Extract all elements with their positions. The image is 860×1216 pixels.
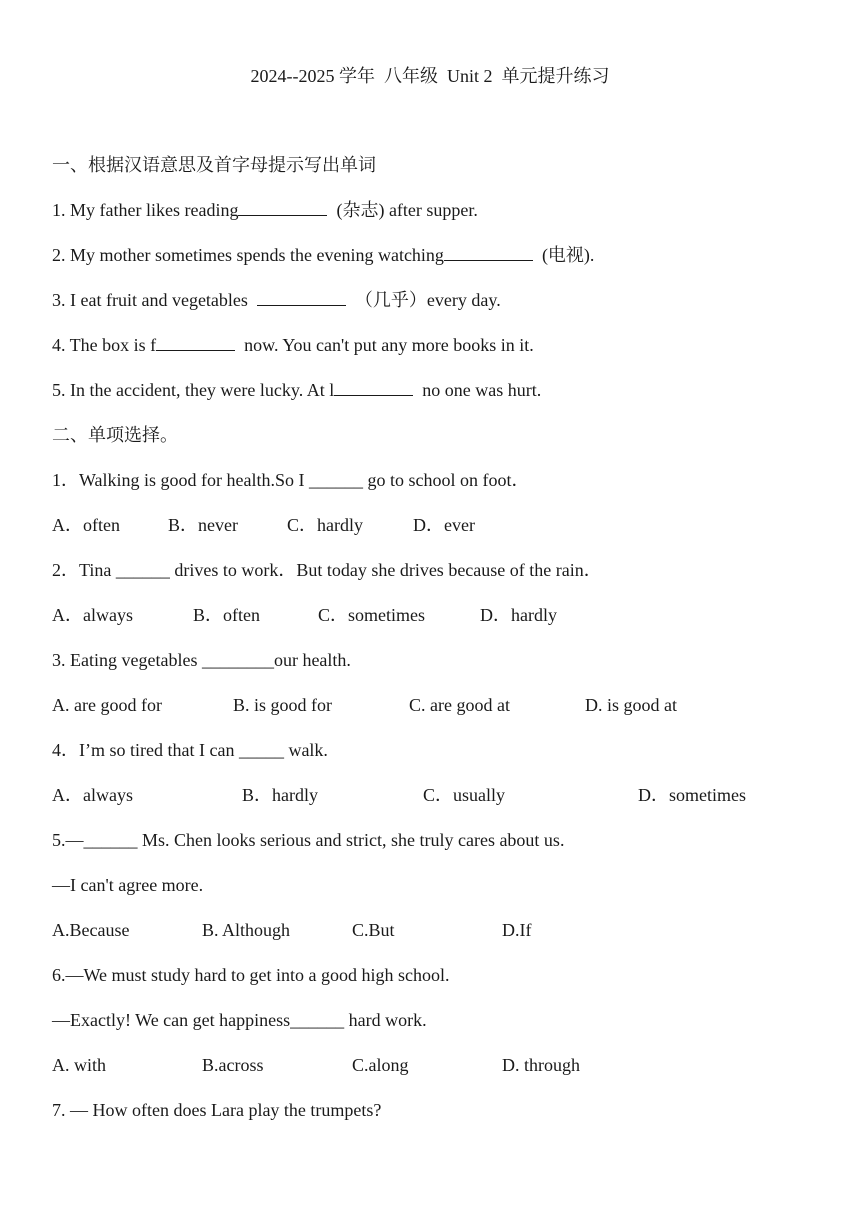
fill-item-5 [52, 378, 541, 402]
question-6-option-c[interactable]: C.along [352, 1055, 409, 1075]
question-6-option-a[interactable]: A. with [52, 1055, 106, 1075]
question-4-option-c[interactable]: C．usually [423, 785, 506, 805]
question-6-reply: —Exactly! We can get happiness______ hard work. [52, 1010, 427, 1030]
question-4-stem: 4．I’m so tired that I can _____ walk. [52, 740, 328, 760]
question-6-option-b[interactable]: B.across [202, 1055, 264, 1075]
fill-item-2 [52, 243, 594, 267]
fill-item-2-hint: (电视). [532, 245, 595, 265]
fill-item-3-text: 3. I eat fruit and vegetables [52, 290, 257, 310]
fill-item-4 [52, 333, 534, 357]
question-3-option-a[interactable]: A. are good for [52, 695, 162, 715]
fill-item-4-text: 4. The box is f [52, 335, 157, 355]
fill-item-3 [52, 288, 501, 312]
question-3-stem: 3. Eating vegetables ________our health. [52, 650, 351, 670]
fill-item-5-text: 5. In the accident, they were lucky. At l [52, 380, 335, 400]
answer-blank-2[interactable] [444, 243, 533, 261]
question-5-option-b[interactable]: B. Although [202, 920, 291, 940]
fill-item-1-hint: (杂志) after supper. [327, 200, 478, 220]
worksheet-title: 2024--2025 学年 八年级 Unit 2 单元提升练习 [250, 66, 610, 86]
question-3-option-b[interactable]: B. is good for [233, 695, 332, 715]
question-2-option-c[interactable]: C．sometimes [318, 605, 425, 625]
question-2-stem: 2．Tina ______ drives to work．But today she drives because of the rain． [52, 560, 602, 580]
question-4-option-a[interactable]: A．always [52, 785, 133, 805]
answer-blank-3[interactable] [257, 288, 346, 306]
section-1-heading: 一、根据汉语意思及首字母提示写出单词 [52, 155, 376, 175]
question-2-option-a[interactable]: A．always [52, 605, 133, 625]
question-4-option-d[interactable]: D．sometimes [638, 785, 746, 805]
answer-blank-5[interactable] [334, 378, 413, 396]
question-3-option-d[interactable]: D. is good at [585, 695, 677, 715]
question-1-option-c[interactable]: C．hardly [287, 515, 363, 535]
question-1-stem: 1．Walking is good for health.So I ______ go to school on foot． [52, 470, 530, 490]
question-7-stem: 7. — How often does Lara play the trumpets? [52, 1100, 382, 1120]
question-5-stem: 5.—______ Ms. Chen looks serious and strict, she truly cares about us. [52, 830, 565, 850]
fill-item-3-hint: （几乎）every day. [345, 290, 501, 310]
fill-item-1 [52, 198, 478, 222]
fill-item-4-hint: now. You can't put any more books in it. [235, 335, 534, 355]
question-5-reply: —I can't agree more. [52, 875, 204, 895]
question-6-option-d[interactable]: D. through [502, 1055, 580, 1075]
question-5-option-d[interactable]: D.If [502, 920, 532, 940]
question-2-option-b[interactable]: B．often [193, 605, 260, 625]
question-5-option-a[interactable]: A.Because [52, 920, 130, 940]
question-6-stem: 6.—We must study hard to get into a good high school. [52, 965, 450, 985]
question-1-option-a[interactable]: A．often [52, 515, 120, 535]
question-2-option-d[interactable]: D．hardly [480, 605, 557, 625]
fill-item-2-text: 2. My mother sometimes spends the evening watching [52, 245, 444, 265]
question-1-option-d[interactable]: D．ever [413, 515, 475, 535]
question-3-option-c[interactable]: C. are good at [409, 695, 510, 715]
fill-item-1-text: 1. My father likes reading [52, 200, 239, 220]
question-5-option-c[interactable]: C.But [352, 920, 395, 940]
fill-item-5-hint: no one was hurt. [413, 380, 542, 400]
answer-blank-1[interactable] [238, 198, 327, 216]
answer-blank-4[interactable] [156, 333, 235, 351]
question-1-option-b[interactable]: B．never [168, 515, 238, 535]
question-4-option-b[interactable]: B．hardly [242, 785, 318, 805]
section-2-heading: 二、单项选择。 [52, 425, 178, 445]
